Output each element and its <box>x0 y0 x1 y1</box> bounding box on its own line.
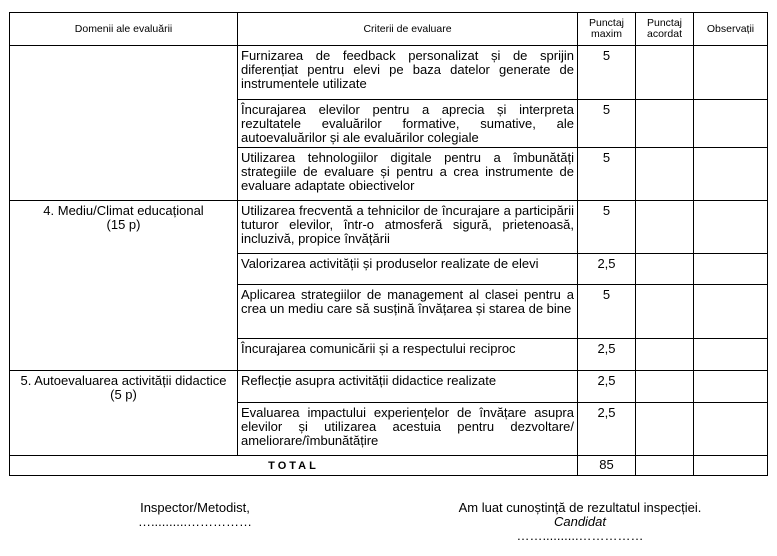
header-domain: Domenii ale evaluării <box>10 13 238 46</box>
max-score-cell: 5 <box>578 201 636 254</box>
total-notes-cell[interactable] <box>694 456 768 476</box>
inspector-signature-block <box>110 501 280 529</box>
total-max-score: 85 <box>578 456 636 476</box>
max-score-cell: 2,5 <box>578 339 636 371</box>
domain-cell: 4. Mediu/Climat educațional (15 p) <box>10 201 238 371</box>
awarded-score-cell[interactable] <box>636 339 694 371</box>
notes-cell[interactable] <box>694 148 768 201</box>
notes-cell[interactable] <box>694 285 768 339</box>
max-score-cell: 5 <box>578 285 636 339</box>
max-score-cell: 2,5 <box>578 254 636 285</box>
total-label: TOTAL <box>10 456 578 476</box>
candidate-signature-block <box>430 501 730 543</box>
awarded-score-cell[interactable] <box>636 148 694 201</box>
inspector-signature-line: …..........…………… <box>137 514 253 529</box>
notes-cell[interactable] <box>694 46 768 100</box>
notes-cell[interactable] <box>694 201 768 254</box>
awarded-score-cell[interactable] <box>636 100 694 148</box>
notes-cell[interactable] <box>694 371 768 403</box>
table-row <box>10 201 768 254</box>
total-row <box>10 456 768 476</box>
header-row <box>10 13 768 46</box>
notes-cell[interactable] <box>694 254 768 285</box>
acknowledgement-text: Am luat cunoștință de rezultatul inspecției. <box>458 500 702 515</box>
table-row <box>10 46 768 100</box>
domain-cell: 5. Autoevaluarea activității didactice (5 p) <box>10 371 238 456</box>
awarded-score-cell[interactable] <box>636 371 694 403</box>
awarded-score-cell[interactable] <box>636 201 694 254</box>
criterion-cell: Utilizarea tehnologiilor digitale pentru a îmbunătăți strategiile de evaluare și pentru a crea instrumente de evaluare adaptate obiectivelor <box>238 148 578 201</box>
max-score-cell: 2,5 <box>578 403 636 456</box>
awarded-score-cell[interactable] <box>636 285 694 339</box>
total-awarded-cell[interactable] <box>636 456 694 476</box>
max-score-cell: 2,5 <box>578 371 636 403</box>
awarded-score-cell[interactable] <box>636 403 694 456</box>
awarded-score-cell[interactable] <box>636 254 694 285</box>
criterion-cell: Încurajarea comunicării și a respectului reciproc <box>238 339 578 371</box>
criterion-cell: Încurajarea elevilor pentru a aprecia și interpreta rezultatele evaluărilor formative, sumative, ale autoevaluărilor și ale evaluărilor colegiale <box>238 100 578 148</box>
max-score-cell: 5 <box>578 148 636 201</box>
table-row <box>10 371 768 403</box>
domain-cell <box>10 46 238 201</box>
candidate-label: Candidat <box>553 514 607 529</box>
inspector-title: Inspector/Metodist, <box>140 500 250 515</box>
criterion-cell: Valorizarea activității și produselor realizate de elevi <box>238 254 578 285</box>
notes-cell[interactable] <box>694 100 768 148</box>
header-max: Punctaj maxim <box>578 13 636 46</box>
notes-cell[interactable] <box>694 339 768 371</box>
criterion-cell: Furnizarea de feedback personalizat și de sprijin diferențiat pentru elevi pe baza datelor generate de instrumentele utilizate <box>238 46 578 100</box>
awarded-score-cell[interactable] <box>636 46 694 100</box>
candidate-signature-line: ……..........…………… <box>516 528 644 543</box>
max-score-cell: 5 <box>578 100 636 148</box>
max-score-cell: 5 <box>578 46 636 100</box>
header-notes: Observații <box>694 13 768 46</box>
notes-cell[interactable] <box>694 403 768 456</box>
criterion-cell: Evaluarea impactului experiențelor de învățare asupra elevilor și utilizarea acestuia pentru dezvoltare/ ameliorare/îmbunătățire <box>238 403 578 456</box>
header-awarded: Punctaj acordat <box>636 13 694 46</box>
criterion-cell: Reflecție asupra activității didactice realizate <box>238 371 578 403</box>
evaluation-table <box>9 12 768 476</box>
criterion-cell: Utilizarea frecventă a tehnicilor de încurajare a participării tuturor elevilor, într-o atmosferă sigură, prietenoasă, incluzivă, propice învățării <box>238 201 578 254</box>
header-criteria: Criterii de evaluare <box>238 13 578 46</box>
criterion-cell: Aplicarea strategiilor de management al clasei pentru a crea un mediu care să susțină învățarea și starea de bine <box>238 285 578 339</box>
